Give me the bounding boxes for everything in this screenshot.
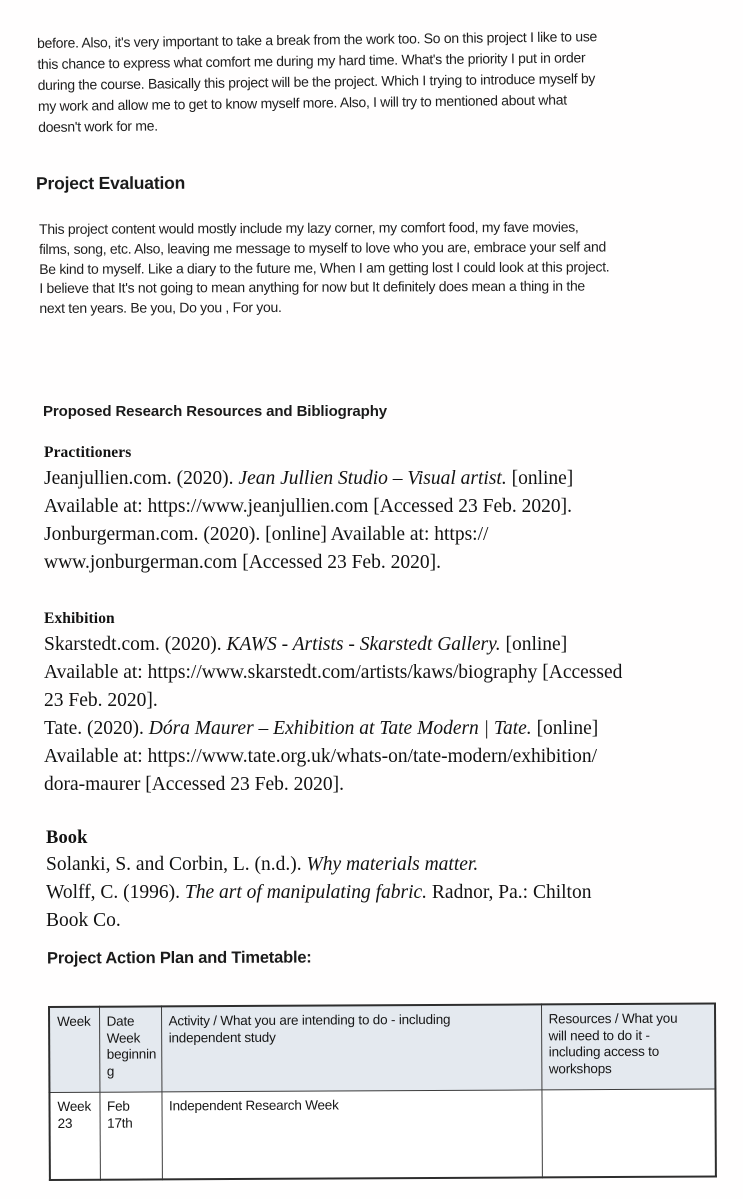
timetable-table: [48, 1003, 717, 1181]
citation-line: 23 Feb. 2020].: [44, 690, 158, 711]
practitioners-section: [44, 444, 573, 577]
citation-line: Available at: https://www.tate.org.uk/whats-on/tate-modern/exhibition/: [44, 746, 598, 767]
week-cell: Week 23: [49, 1092, 99, 1180]
resources-column-header: Resources / What you will need to do it - including access to workshops: [541, 1004, 715, 1090]
timetable-row: [49, 1089, 715, 1180]
citation-line: Skarstedt.com. (2020). KAWS - Artists - Skarstedt Gallery. [online]: [44, 634, 568, 655]
citation-line: Jeanjullien.com. (2020). Jean Jullien Studio – Visual artist. [online]: [44, 468, 574, 489]
citation-line: Book Co.: [46, 910, 121, 931]
citation-line: Tate. (2020). Dóra Maurer – Exhibition at Tate Modern | Tate. [online]: [44, 718, 599, 739]
week-column-header: Week: [49, 1007, 99, 1093]
practitioners-title: Practitioners: [44, 444, 132, 461]
exhibition-title: Exhibition: [44, 610, 115, 627]
practitioners-citations: [44, 465, 573, 577]
book-title: Book: [46, 828, 88, 848]
book-citations: [46, 851, 591, 935]
resources-cell: [541, 1089, 715, 1177]
activity-cell: Independent Research Week: [161, 1090, 541, 1179]
book-section: [46, 828, 591, 935]
bibliography-heading: Proposed Research Resources and Bibliography: [43, 403, 388, 420]
timetable-heading: Project Action Plan and Timetable:: [46, 948, 312, 968]
timetable-header-row: [49, 1004, 715, 1093]
citation-line: dora-maurer [Accessed 23 Feb. 2020].: [44, 774, 344, 795]
citation-line: Solanki, S. and Corbin, L. (n.d.). Why materials matter.: [46, 854, 479, 875]
citation-line: www.jonburgerman.com [Accessed 23 Feb. 2020].: [44, 552, 441, 573]
citation-line: Wolff, C. (1996). The art of manipulating fabric. Radnor, Pa.: Chilton: [46, 882, 592, 903]
exhibition-section: [44, 610, 622, 799]
exhibition-citations: [44, 631, 622, 799]
activity-column-header: Activity / What you are intending to do - including independent study: [161, 1004, 541, 1091]
date-cell: Feb 17th: [99, 1092, 161, 1180]
date-column-header: Date Week beginnin g: [99, 1006, 161, 1092]
citation-line: Jonburgerman.com. (2020). [online] Available at: https://: [44, 524, 489, 545]
timetable-table-wrap: [48, 1003, 717, 1181]
citation-line: Available at: https://www.skarstedt.com/artists/kaws/biography [Accessed: [44, 662, 623, 683]
intro-paragraph: before. Also, it's very important to take a break from the work too. So on this project I like to use this chance to express what comfort me during my hard time. What's the priority I put in order during the course. Basically this project will be the project. Which I trying to introduce myself by my work and allow me to get to know myself more. Also, I will try to mentioned about what doesn't work for me.: [37, 28, 598, 135]
citation-line: Available at: https://www.jeanjullien.com [Accessed 23 Feb. 2020].: [44, 496, 572, 517]
project-evaluation-paragraph: This project content would mostly include my lazy corner, my comfort food, my fave movies, films, song, etc. Also, leaving me message to myself to love who you are, embrace your self and Be kind to myself. Like a diary to the future me, When I am getting lost I could look at this project. I believe that It's not going to mean anything for now but It definitely does mean a thing in the next ten years. Be you, Do you , For you.: [39, 218, 610, 317]
project-evaluation-heading: Project Evaluation: [35, 172, 186, 194]
